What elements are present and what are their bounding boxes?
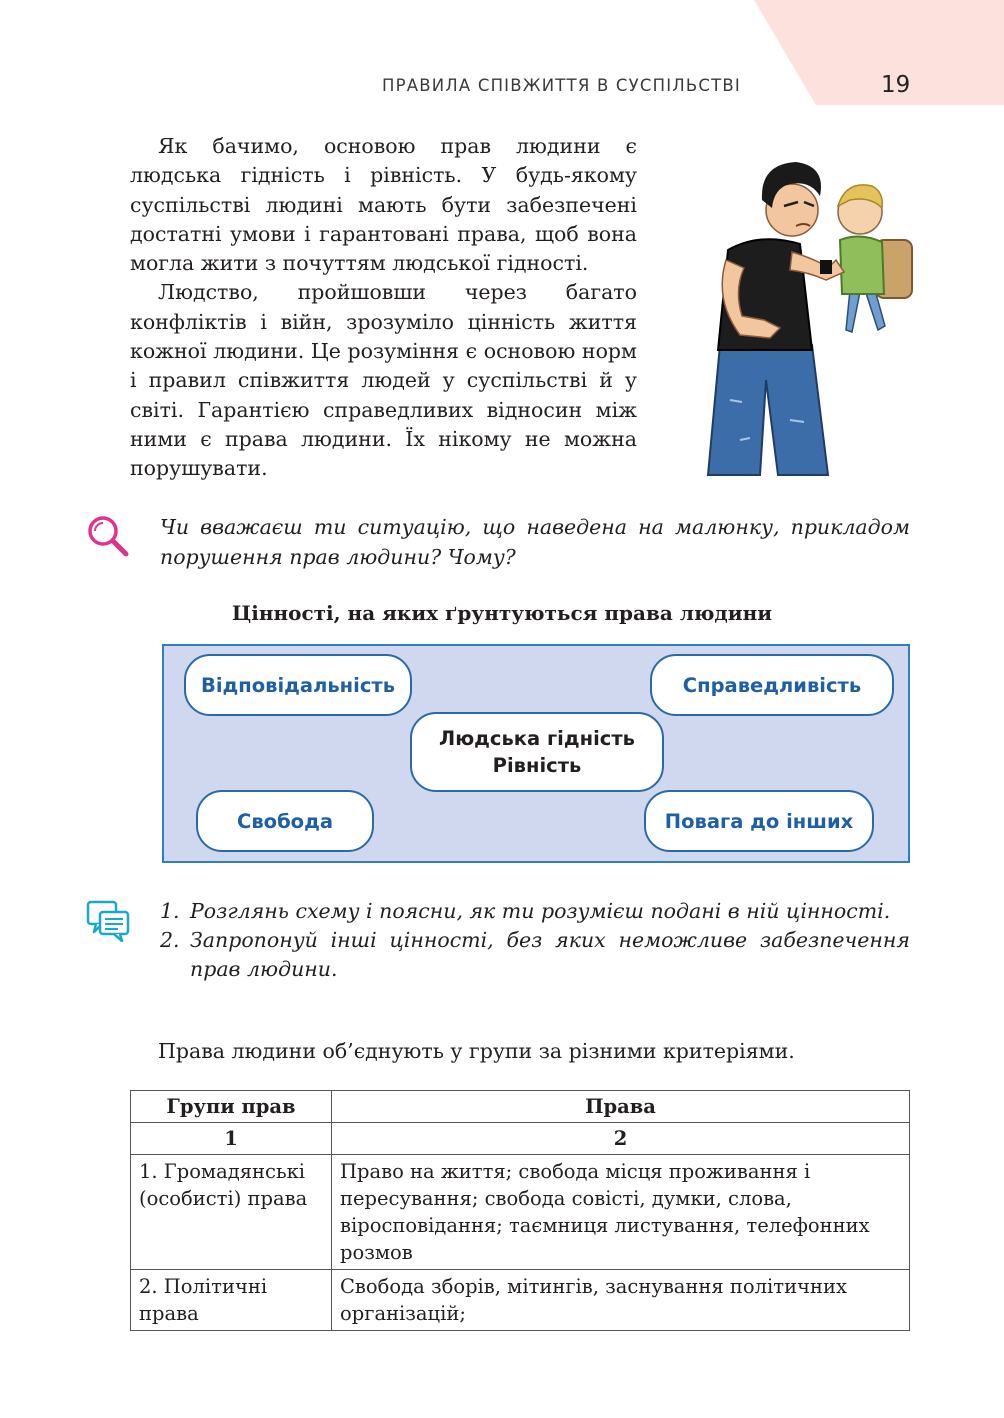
task-item [160, 926, 910, 984]
table-row [131, 1270, 910, 1331]
discussion-icon [86, 900, 130, 942]
rights-table [130, 1090, 910, 1331]
value-justice: Справедливість [650, 654, 894, 716]
col-number-2: 2 [332, 1123, 910, 1155]
paragraph: Як бачимо, основою прав людини є людська гідність і рівність. У будь-якому суспільстві людині мають бути забезпечені достатні умови і гарантовані права, щоб вона могла жити з почуттям людської гідності. [130, 134, 637, 276]
task-text: Розглянь схему і поясни, як ти розумієш подані в ній цінності. [190, 899, 891, 923]
task-number: 2. [160, 928, 180, 952]
group-cell: 2. Політичні права [131, 1270, 332, 1331]
values-scheme [162, 644, 910, 863]
center-line-2: Рівність [492, 754, 582, 777]
value-respect: Повага до інших [644, 790, 874, 852]
body-text [130, 132, 637, 484]
task-text: Запропонуй інші цінності, без яких неможливе забезпечення прав людини. [190, 928, 910, 981]
header-rights: Права [332, 1091, 910, 1123]
task-item [160, 897, 910, 926]
corner-decoration [754, 0, 1004, 105]
page-number: 19 [881, 72, 911, 98]
tasks-list [160, 897, 910, 984]
table-header-row [131, 1091, 910, 1123]
paragraph: Людство, пройшовши через багато конфліктів і війн, зрозуміло цінність життя кожної людини. Це розуміння є основою норм і правил співжиття людей у суспільстві й у світі. Гарантією справедливих відносин між ними є права людини. Їх нікому не можна порушувати. [130, 280, 637, 481]
group-cell: 1. Громадянські (особисті) права [131, 1155, 332, 1270]
bully-grabbing-boy-illustration [700, 140, 930, 480]
running-title: ПРАВИЛА СПІВЖИТТЯ В СУСПІЛЬСТВІ [382, 76, 741, 95]
table-intro: Права людини об’єднують у групи за різними критеріями. [158, 1039, 795, 1063]
rights-cell: Право на життя; свобода місця проживання і пересування; свобода совісті, думки, слова, віросповідання; таємниця листування, телефонних розмов [332, 1155, 910, 1270]
rights-cell: Свобода зборів, мітингів, заснування політичних організацій; [332, 1270, 910, 1331]
center-line-1: Людська гідність [439, 727, 635, 750]
value-responsibility: Відповідальність [184, 654, 412, 716]
table-number-row [131, 1123, 910, 1155]
task-number: 1. [160, 899, 180, 923]
question-text: Чи вважаєш ти ситуацію, що наведена на малюнку, прикладом порушення прав людини? Чому? [160, 515, 910, 569]
value-dignity-equality [410, 712, 664, 792]
scheme-title: Цінності, на яких ґрунтуються права людини [231, 601, 773, 625]
magnifier-icon [86, 514, 130, 558]
table-row [131, 1155, 910, 1270]
header-groups: Групи прав [131, 1091, 332, 1123]
value-freedom: Свобода [196, 790, 374, 852]
col-number-1: 1 [131, 1123, 332, 1155]
